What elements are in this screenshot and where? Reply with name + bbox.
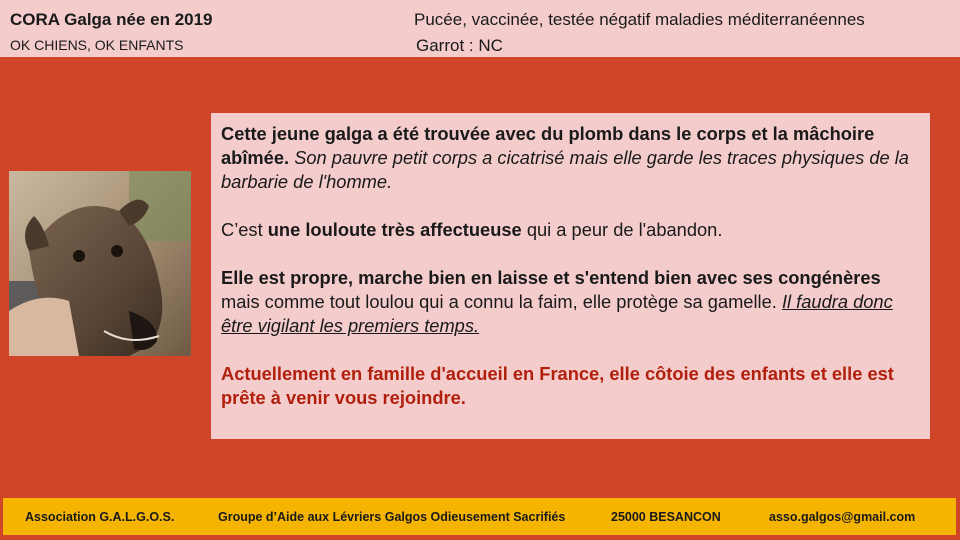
rescue-italic-text: Son pauvre petit corps a cicatrisé mais elle garde les traces physiques de la barbarie de l'homme. bbox=[221, 147, 909, 192]
paragraph-behavior bbox=[221, 266, 920, 338]
behavior-bold: Elle est propre, marche bien en laisse et s'entend bien avec ses congénères bbox=[221, 267, 881, 288]
dog-title: CORA Galga née en 2019 bbox=[10, 10, 213, 29]
behavior-plain: mais comme tout loulou qui a connu la faim, elle protège sa gamelle. bbox=[221, 291, 777, 312]
garrot-text: Garrot : NC bbox=[416, 36, 503, 55]
foster-status-text: Actuellement en famille d'accueil en France, elle côtoie des enfants et elle est prête à venir vous rejoindre. bbox=[221, 363, 894, 408]
association-email[interactable]: asso.galgos@gmail.com bbox=[769, 510, 916, 524]
temperament-pre: C’est bbox=[221, 219, 263, 240]
footer-band bbox=[3, 498, 956, 535]
paragraph-temperament bbox=[221, 218, 920, 242]
dog-photo bbox=[9, 171, 191, 356]
description-panel bbox=[211, 113, 930, 439]
header-band bbox=[0, 0, 960, 57]
rescue-bold-text: Cette jeune galga a été trouvée avec du plomb dans le corps et la mâchoire abîmée. bbox=[221, 123, 875, 168]
paragraph-rescue bbox=[221, 122, 920, 194]
temperament-post: qui a peur de l'abandon. bbox=[526, 219, 723, 240]
association-city: 25000 BESANCON bbox=[611, 510, 721, 524]
paragraph-foster bbox=[221, 362, 920, 410]
compatibility-text: OK CHIENS, OK ENFANTS bbox=[10, 37, 184, 53]
association-acronym: Groupe d’Aide aux Lévriers Galgos Odieusement Sacrifiés bbox=[218, 510, 566, 524]
association-name: Association G.A.L.G.O.S. bbox=[25, 510, 175, 524]
temperament-bold: une louloute très affectueuse bbox=[267, 219, 522, 240]
behavior-warning: Il faudra donc être vigilant les premiers temps. bbox=[221, 291, 893, 336]
health-status-text: Pucée, vaccinée, testée négatif maladies méditerranéennes bbox=[414, 10, 865, 29]
